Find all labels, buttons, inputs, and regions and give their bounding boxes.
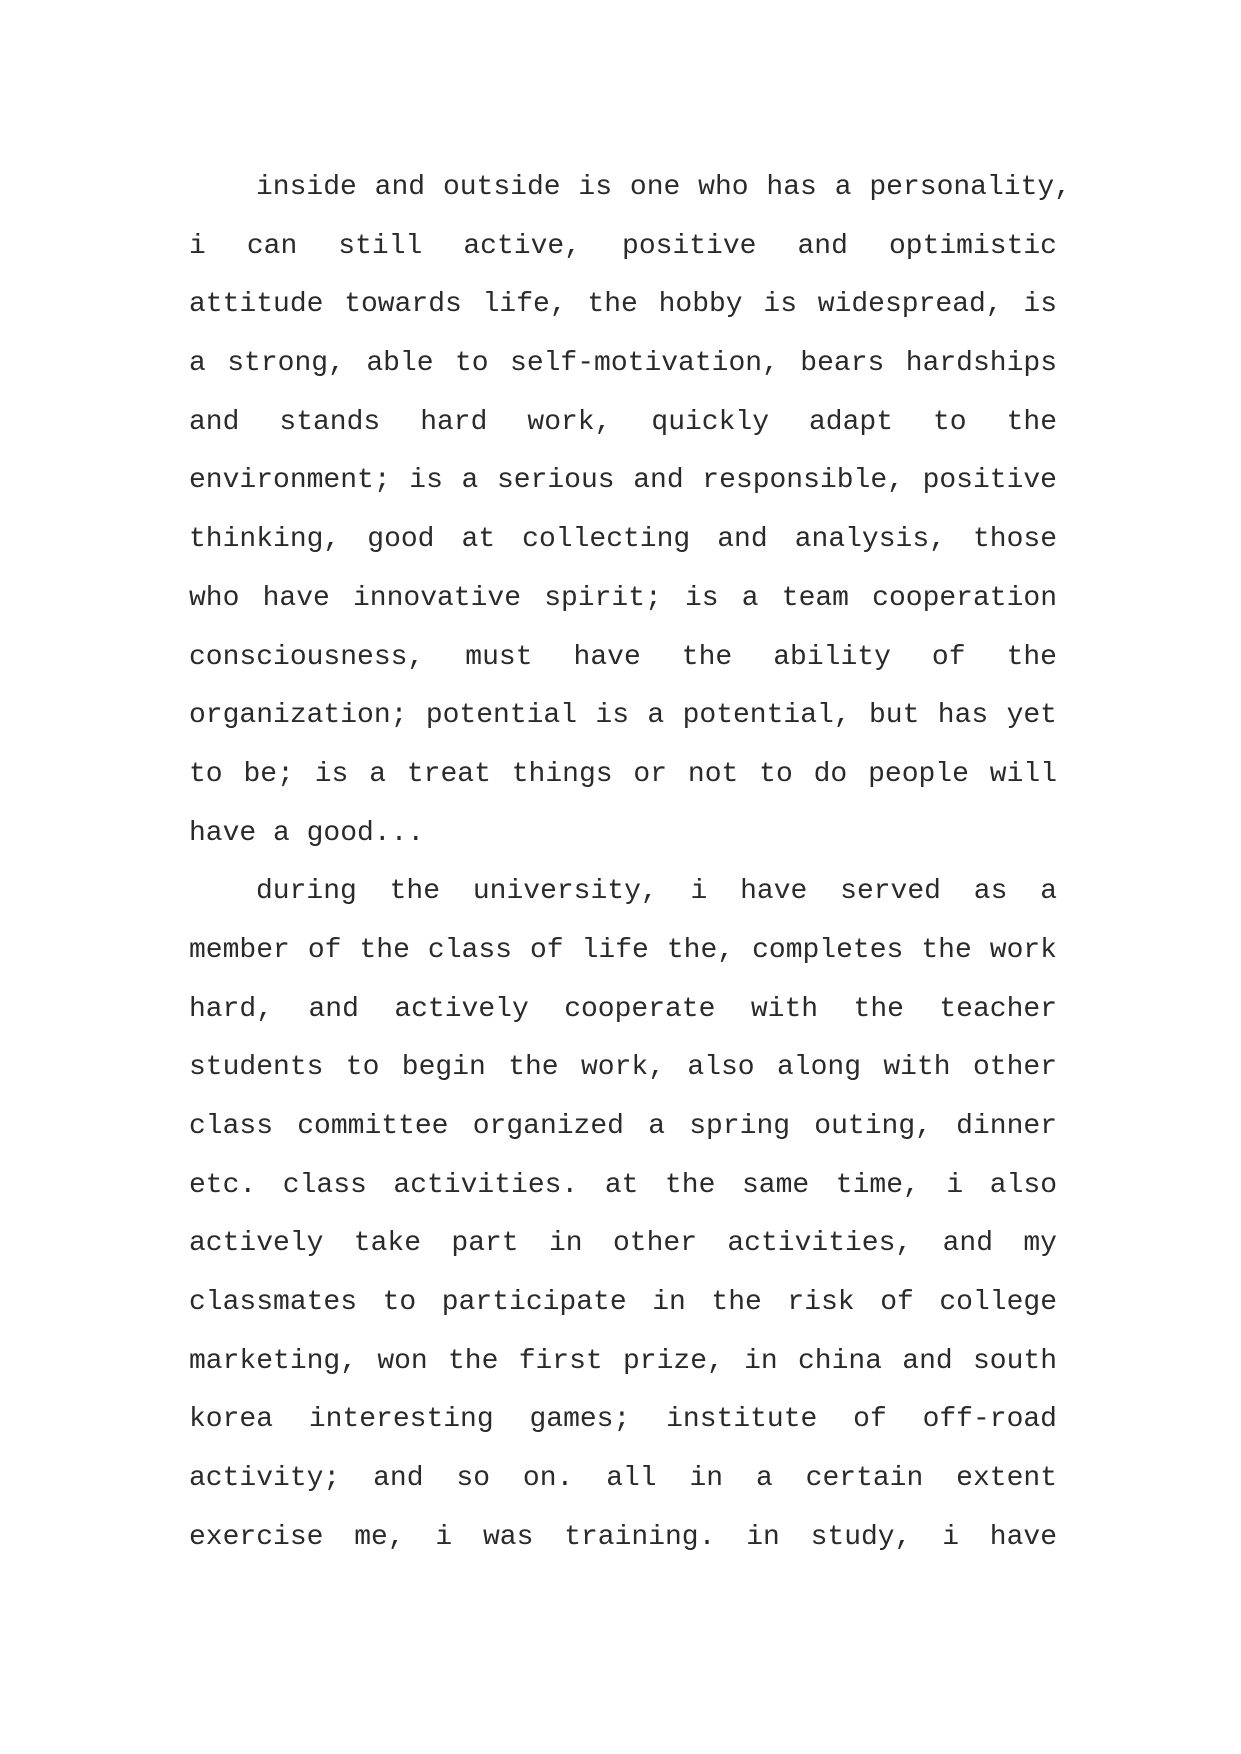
paragraph-2 [189, 863, 1057, 1567]
text-line: marketing, won the first prize, in china and south [189, 1345, 1057, 1377]
text-line: have a good... [189, 817, 425, 849]
text-line: hard, and actively cooperate with the teacher [189, 993, 1057, 1025]
text-line: consciousness, must have the ability of the [189, 641, 1057, 673]
text-line: attitude towards life, the hobby is widespread, is [189, 289, 1057, 321]
paragraph-1 [189, 159, 1071, 863]
text-line: i can still active, positive and optimistic [189, 230, 1057, 262]
text-line: a strong, able to self-motivation, bears hardships [189, 348, 1057, 380]
text-line: thinking, good at collecting and analysis, those [189, 524, 1057, 556]
text-line: class committee organized a spring outing, dinner [189, 1111, 1057, 1142]
text-line: etc. class activities. at the same time, i also [189, 1169, 1057, 1201]
text-line: activity; and so on. all in a certain extent [189, 1463, 1057, 1495]
text-line: exercise me, i was training. in study, i have [189, 1521, 1057, 1553]
text-line: korea interesting games; institute of off-road [189, 1404, 1057, 1436]
text-line: classmates to participate in the risk of college [189, 1287, 1057, 1319]
text-line: inside and outside is one who has a personality, [256, 172, 1071, 203]
text-line: during the university, i have served as a [256, 876, 1057, 908]
text-line: environment; is a serious and responsible, positive [189, 465, 1057, 497]
text-line: member of the class of life the, completes the work [189, 934, 1057, 966]
text-line: organization; potential is a potential, but has yet [189, 700, 1057, 732]
document-body [189, 159, 1071, 1568]
text-line: students to begin the work, also along with other [189, 1052, 1057, 1084]
text-line: actively take part in other activities, and my [189, 1228, 1057, 1260]
text-line: who have innovative spirit; is a team cooperation [189, 582, 1057, 614]
text-line: and stands hard work, quickly adapt to the [189, 406, 1057, 438]
text-line: to be; is a treat things or not to do people will [189, 758, 1057, 790]
